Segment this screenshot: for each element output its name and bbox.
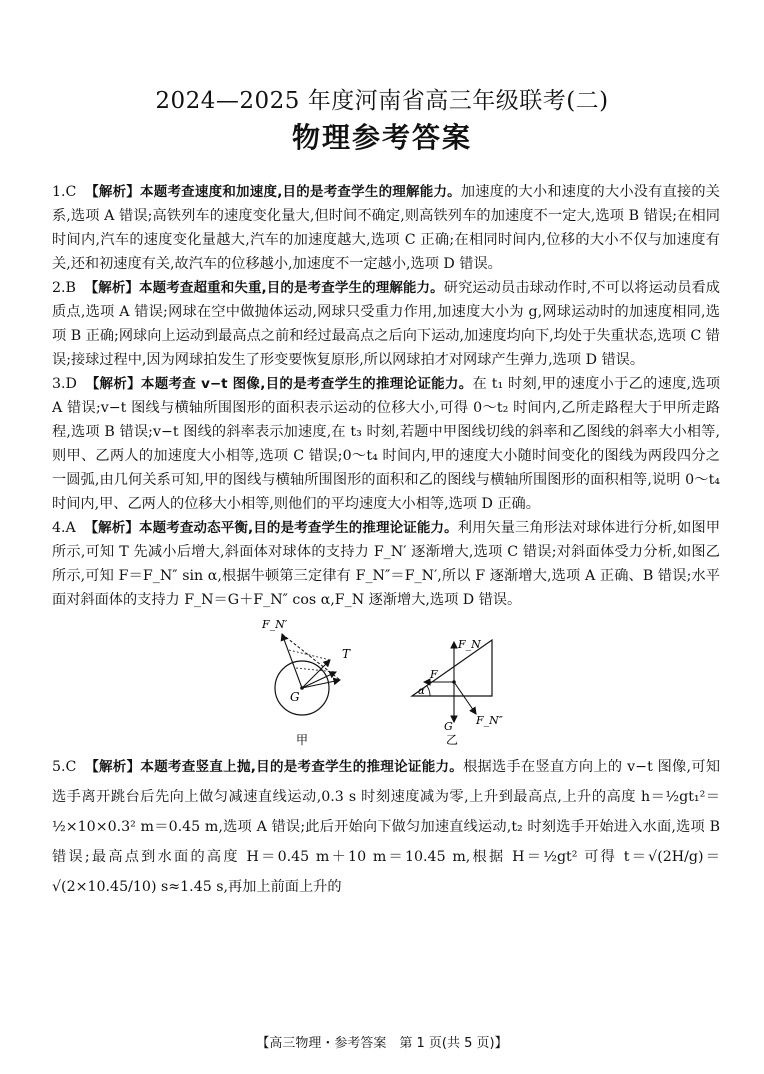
exam-title: 2024—2025 年度河南省高三年级联考(二) — [155, 88, 609, 114]
figure-jia — [261, 618, 351, 747]
analysis-tag: 【解析】 — [84, 280, 140, 296]
answer-number: 5.C — [52, 759, 77, 775]
center-dot — [300, 686, 304, 690]
label-t: T — [342, 647, 351, 661]
analysis-text: 根据选手在竖直方向上的 v−t 图像,可知选手离开跳台后先向上做匀减速直线运动,0.3 s 时刻速度减为零,上升到最高点,上升的高度 h＝½gt₁²＝½×10×0.3² m＝0.45 m,选项 A 错误;此后开始向下做匀加速直线运动,t₂ 时刻选手开始进入水面,选项 B 错误;最高点到水面的高度 H＝0.45 m＋10 m＝10.45 m,根据 H＝½gt² 可得 t＝√(2H/g)＝√(2×10.45/10) s≈1.45 s,再加上前面上升的 — [52, 759, 721, 895]
label-fn-prime: F_N′ — [262, 618, 288, 631]
answer-title: 物理参考答案 — [291, 121, 472, 154]
label-f: F — [430, 668, 438, 681]
t-arrow-2 — [302, 672, 336, 688]
analysis-tag: 【解析】 — [84, 520, 139, 536]
answer-number: 1.C — [52, 184, 77, 200]
dashed-guide-2 — [296, 668, 336, 672]
answer-number: 4.A — [52, 520, 76, 536]
analysis-lead: 本题考查速度和加速度,目的是考查学生的理解能力。 — [140, 184, 461, 200]
answer-number: 2.B — [52, 280, 76, 296]
analysis-lead: 本题考查 v−t 图像,目的是考查学生的推理论证能力。 — [140, 376, 473, 392]
analysis-text: 在 t₁ 时刻,甲的速度小于乙的速度,选项 A 错误;v−t 图线与横轴所围图形的面积表示运动的位移大小,可得 0～t₂ 时间内,乙所走路程大于甲所走路程,选项 B 错误;v−t 图线的斜率表示加速度,在 t₃ 时刻,若题中甲图线切线的斜率和乙图线的斜率大小相等,则甲、乙两人的加速度大小相等,选项 C 错误;0～t₄ 时间内,甲的速度大小随时间变化的图线为两段四分之一圆弧,由几何关系可知,甲的图线与横轴所围图形的面积和乙的图线与横轴所围图形的面积相等,说明 0～t₄ 时间内,甲、乙两人的位移大小相等,则他们的平均速度大小相等,选项 D 正确。 — [52, 376, 721, 512]
dashed-guide-1 — [289, 650, 330, 660]
answer-content — [52, 180, 720, 902]
alpha-arc — [427, 686, 430, 696]
caption-yi: 乙 — [446, 733, 459, 747]
label-fn-dprime: F_N″ — [476, 714, 503, 727]
force-diagram-svg — [52, 616, 720, 748]
force-diagrams — [52, 616, 720, 748]
label-alpha: α — [418, 686, 425, 697]
t-arrow-3 — [302, 680, 340, 688]
answer-item-3 — [52, 372, 720, 516]
label-g-jia: G — [290, 690, 300, 704]
fn-dprime-arrow — [454, 682, 476, 714]
analysis-tag: 【解析】 — [85, 759, 141, 775]
analysis-text: 利用矢量三角形法对球体进行分析,如图甲所示,可知 T 先减小后增大,斜面体对球体的支持力 F_N′ 逐渐增大,选项 C 错误;对斜面体受力分析,如图乙所示,可知 F＝F_N″ sin α,根据牛顿第三定律有 F_N″＝F_N′,所以 F 逐渐增大,选项 A 正确、B 错误;水平面对斜面体的支持力 F_N＝G＋F_N″ cos α,F_N 逐渐增大,选项 D 错误。 — [52, 520, 721, 608]
page-footer: 【高三物理・参考答案 第 1 页(共 5 页)】 — [256, 1036, 508, 1051]
label-fn: F_N — [458, 638, 481, 651]
answer-item-2 — [52, 276, 720, 372]
answer-item-1 — [52, 180, 720, 276]
analysis-lead: 本题考查动态平衡,目的是考查学生的推理论证能力。 — [138, 520, 458, 536]
label-g-yi: G — [444, 720, 453, 733]
analysis-lead: 本题考查竖直上抛,目的是考查学生的推理论证能力。 — [140, 759, 464, 775]
caption-jia: 甲 — [296, 733, 309, 747]
analysis-tag: 【解析】 — [85, 184, 141, 200]
answer-number: 3.D — [52, 376, 77, 392]
analysis-lead: 本题考查超重和失重,目的是考查学生的理解能力。 — [139, 280, 444, 296]
answer-item-5 — [52, 752, 720, 902]
analysis-text: 加速度的大小和速度的大小没有直接的关系,选项 A 错误;高铁列车的速度变化量大,但时间不确定,则高铁列车的加速度不一定大,选项 B 错误;在相同时间内,汽车的速度变化量越大,汽车的加速度越大,选项 C 正确;在相同时间内,位移的大小不仅与加速度有关,还和初速度有关,故汽车的位移越小,加速度不一定越小,选项 D 错误。 — [52, 184, 720, 272]
t-arrow-1 — [302, 660, 330, 688]
answer-item-4 — [52, 516, 720, 612]
analysis-text: 研究运动员击球动作时,不可以将运动员看成质点,选项 A 错误;网球在空中做抛体运动,网球只受重力作用,加速度大小为 g,网球运动时的加速度相同,选项 B 正确;网球向上运动到最高点之前和经过最高点之后向下运动,加速度均向下,均处于失重状态,选项 C 错误;接球过程中,因为网球拍发生了形变要恢复原形,所以网球拍才对网球产生弹力,选项 D 错误。 — [52, 280, 720, 368]
analysis-tag: 【解析】 — [85, 376, 141, 392]
figure-yi — [412, 638, 504, 747]
